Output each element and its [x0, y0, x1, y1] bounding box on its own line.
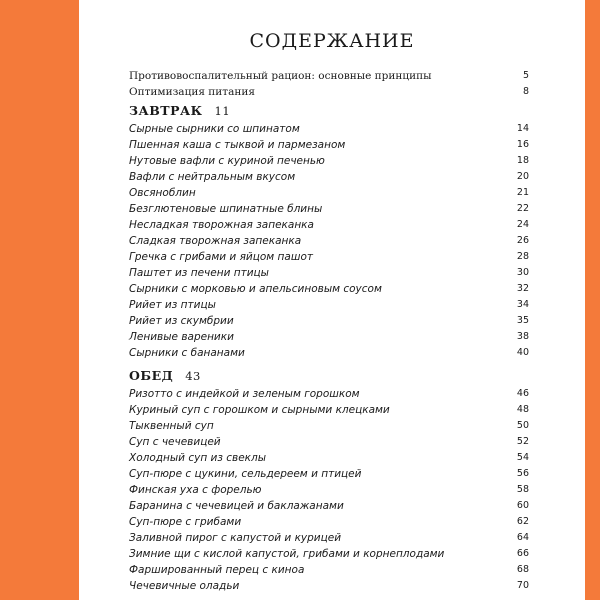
- toc-entry-page: 56: [516, 468, 529, 479]
- toc-entry-title: Чечевичные оладьи: [129, 580, 240, 592]
- toc-entry-page: 5: [522, 70, 529, 81]
- toc-entry-page: 62: [516, 516, 529, 527]
- toc-entry-title: Суп с чечевицей: [129, 436, 221, 448]
- toc-entry: [129, 185, 529, 201]
- toc-entry: [129, 313, 529, 329]
- toc-entry-title: Сырники с морковью и апельсиновым соусом: [129, 283, 382, 295]
- toc-entry: [129, 402, 529, 418]
- toc-entry-title: Зимние щи с кислой капустой, грибами и корнеплодами: [129, 548, 445, 560]
- toc-entry-page: 54: [516, 452, 529, 463]
- toc-entry-title: Финская уха с форелью: [129, 484, 262, 496]
- toc-entry: [129, 169, 529, 185]
- toc-entry-page: 38: [516, 331, 529, 342]
- toc-entry-page: 18: [516, 155, 529, 166]
- toc-entry: [129, 434, 529, 450]
- toc-entry-title: Несладкая творожная запеканка: [129, 219, 314, 231]
- toc-entry: [129, 249, 529, 265]
- toc-entry-page: 34: [516, 299, 529, 310]
- toc-entry-title: Баранина с чечевицей и баклажанами: [129, 500, 344, 512]
- toc-entry-page: 60: [516, 500, 529, 511]
- toc-entry-title: Сладкая творожная запеканка: [129, 235, 302, 247]
- toc-entry: [129, 68, 529, 84]
- toc-entry: [129, 201, 529, 217]
- toc-entry-page: 22: [516, 203, 529, 214]
- toc-entry: [129, 466, 529, 482]
- toc-entry-title: Суп-пюре с цукини, сельдереем и птицей: [129, 468, 362, 480]
- toc-entry-page: 28: [516, 251, 529, 262]
- section-heading-lunch: [129, 365, 529, 386]
- section-title: ОБЕД: [129, 368, 174, 383]
- toc-entry-title: Ризотто с индейкой и зеленым горошком: [129, 388, 360, 400]
- toc-entry: [129, 297, 529, 313]
- toc-entry: [129, 153, 529, 169]
- toc-entry: [129, 482, 529, 498]
- contents-list: [129, 68, 529, 594]
- toc-entry-page: 50: [516, 420, 529, 431]
- toc-entry-title: Заливной пирог с капустой и курицей: [129, 532, 342, 544]
- toc-entry: [129, 345, 529, 361]
- section-page: 11: [214, 104, 231, 118]
- toc-entry: [129, 450, 529, 466]
- toc-entry-title: Тыквенный суп: [129, 420, 214, 432]
- toc-entry: [129, 514, 529, 530]
- toc-entry-title: Оптимизация питания: [129, 86, 255, 98]
- toc-entry: [129, 546, 529, 562]
- toc-entry: [129, 217, 529, 233]
- toc-entry: [129, 562, 529, 578]
- toc-entry-title: Нутовые вафли с куриной печенью: [129, 155, 325, 167]
- toc-entry-page: 26: [516, 235, 529, 246]
- section-page: 43: [185, 369, 201, 383]
- toc-entry-page: 66: [516, 548, 529, 559]
- toc-entry-page: 64: [516, 532, 529, 543]
- toc-entry-title: Куриный суп с горошком и сырными клецками: [129, 404, 390, 416]
- toc-entry: [129, 137, 529, 153]
- toc-entry-page: 30: [516, 267, 529, 278]
- toc-entry-page: 35: [516, 315, 529, 326]
- contents-page: [79, 0, 585, 600]
- breakfast-entries: [129, 121, 529, 361]
- orange-border-left: [0, 0, 79, 600]
- toc-entry-title: Вафли с нейтральным вкусом: [129, 171, 296, 183]
- toc-entry-page: 20: [516, 171, 529, 182]
- toc-entry: [129, 578, 529, 594]
- section-title: ЗАВТРАК: [129, 103, 203, 118]
- toc-entry-page: 48: [516, 404, 529, 415]
- toc-entry-page: 32: [516, 283, 529, 294]
- toc-entry-page: 8: [522, 86, 529, 97]
- toc-entry-title: Сырные сырники со шпинатом: [129, 123, 300, 135]
- toc-entry-page: 68: [516, 564, 529, 575]
- toc-entry: [129, 84, 529, 100]
- lunch-entries: [129, 386, 529, 594]
- toc-entry-title: Сырники с бананами: [129, 347, 245, 359]
- toc-entry-title: Противовоспалительный рацион: основные принципы: [129, 70, 432, 82]
- toc-entry-page: 21: [516, 187, 529, 198]
- toc-entry-page: 52: [516, 436, 529, 447]
- toc-entry-page: 70: [516, 580, 529, 591]
- orange-border-right: [585, 0, 600, 600]
- toc-entry-title: Безглютеновые шпинатные блины: [129, 203, 323, 215]
- toc-entry: [129, 530, 529, 546]
- toc-entry-title: Пшенная каша с тыквой и пармезаном: [129, 139, 346, 151]
- toc-entry: [129, 121, 529, 137]
- toc-entry-title: Гречка с грибами и яйцом пашот: [129, 251, 313, 263]
- toc-entry-title: Ленивые вареники: [129, 331, 234, 343]
- section-heading-breakfast: [129, 100, 529, 121]
- toc-entry-title: Овсяноблин: [129, 187, 196, 199]
- toc-entry-title: Суп-пюре с грибами: [129, 516, 242, 528]
- toc-entry: [129, 498, 529, 514]
- toc-entry-title: Рийет из скумбрии: [129, 315, 234, 327]
- toc-entry: [129, 418, 529, 434]
- toc-entry-title: Паштет из печени птицы: [129, 267, 269, 279]
- toc-entry-page: 16: [516, 139, 529, 150]
- toc-entry-title: Холодный суп из свеклы: [129, 452, 267, 464]
- toc-entry-title: Фаршированный перец с киноа: [129, 564, 305, 576]
- toc-entry-page: 24: [516, 219, 529, 230]
- toc-entry: [129, 281, 529, 297]
- toc-entry: [129, 329, 529, 345]
- toc-entry: [129, 386, 529, 402]
- toc-entry-page: 40: [516, 347, 529, 358]
- toc-entry: [129, 233, 529, 249]
- page-title: СОДЕРЖАНИЕ: [249, 30, 415, 52]
- toc-entry-title: Рийет из птицы: [129, 299, 216, 311]
- toc-entry-page: 58: [516, 484, 529, 495]
- toc-entry-page: 46: [516, 388, 529, 399]
- toc-entry-page: 14: [516, 123, 529, 134]
- toc-entry: [129, 265, 529, 281]
